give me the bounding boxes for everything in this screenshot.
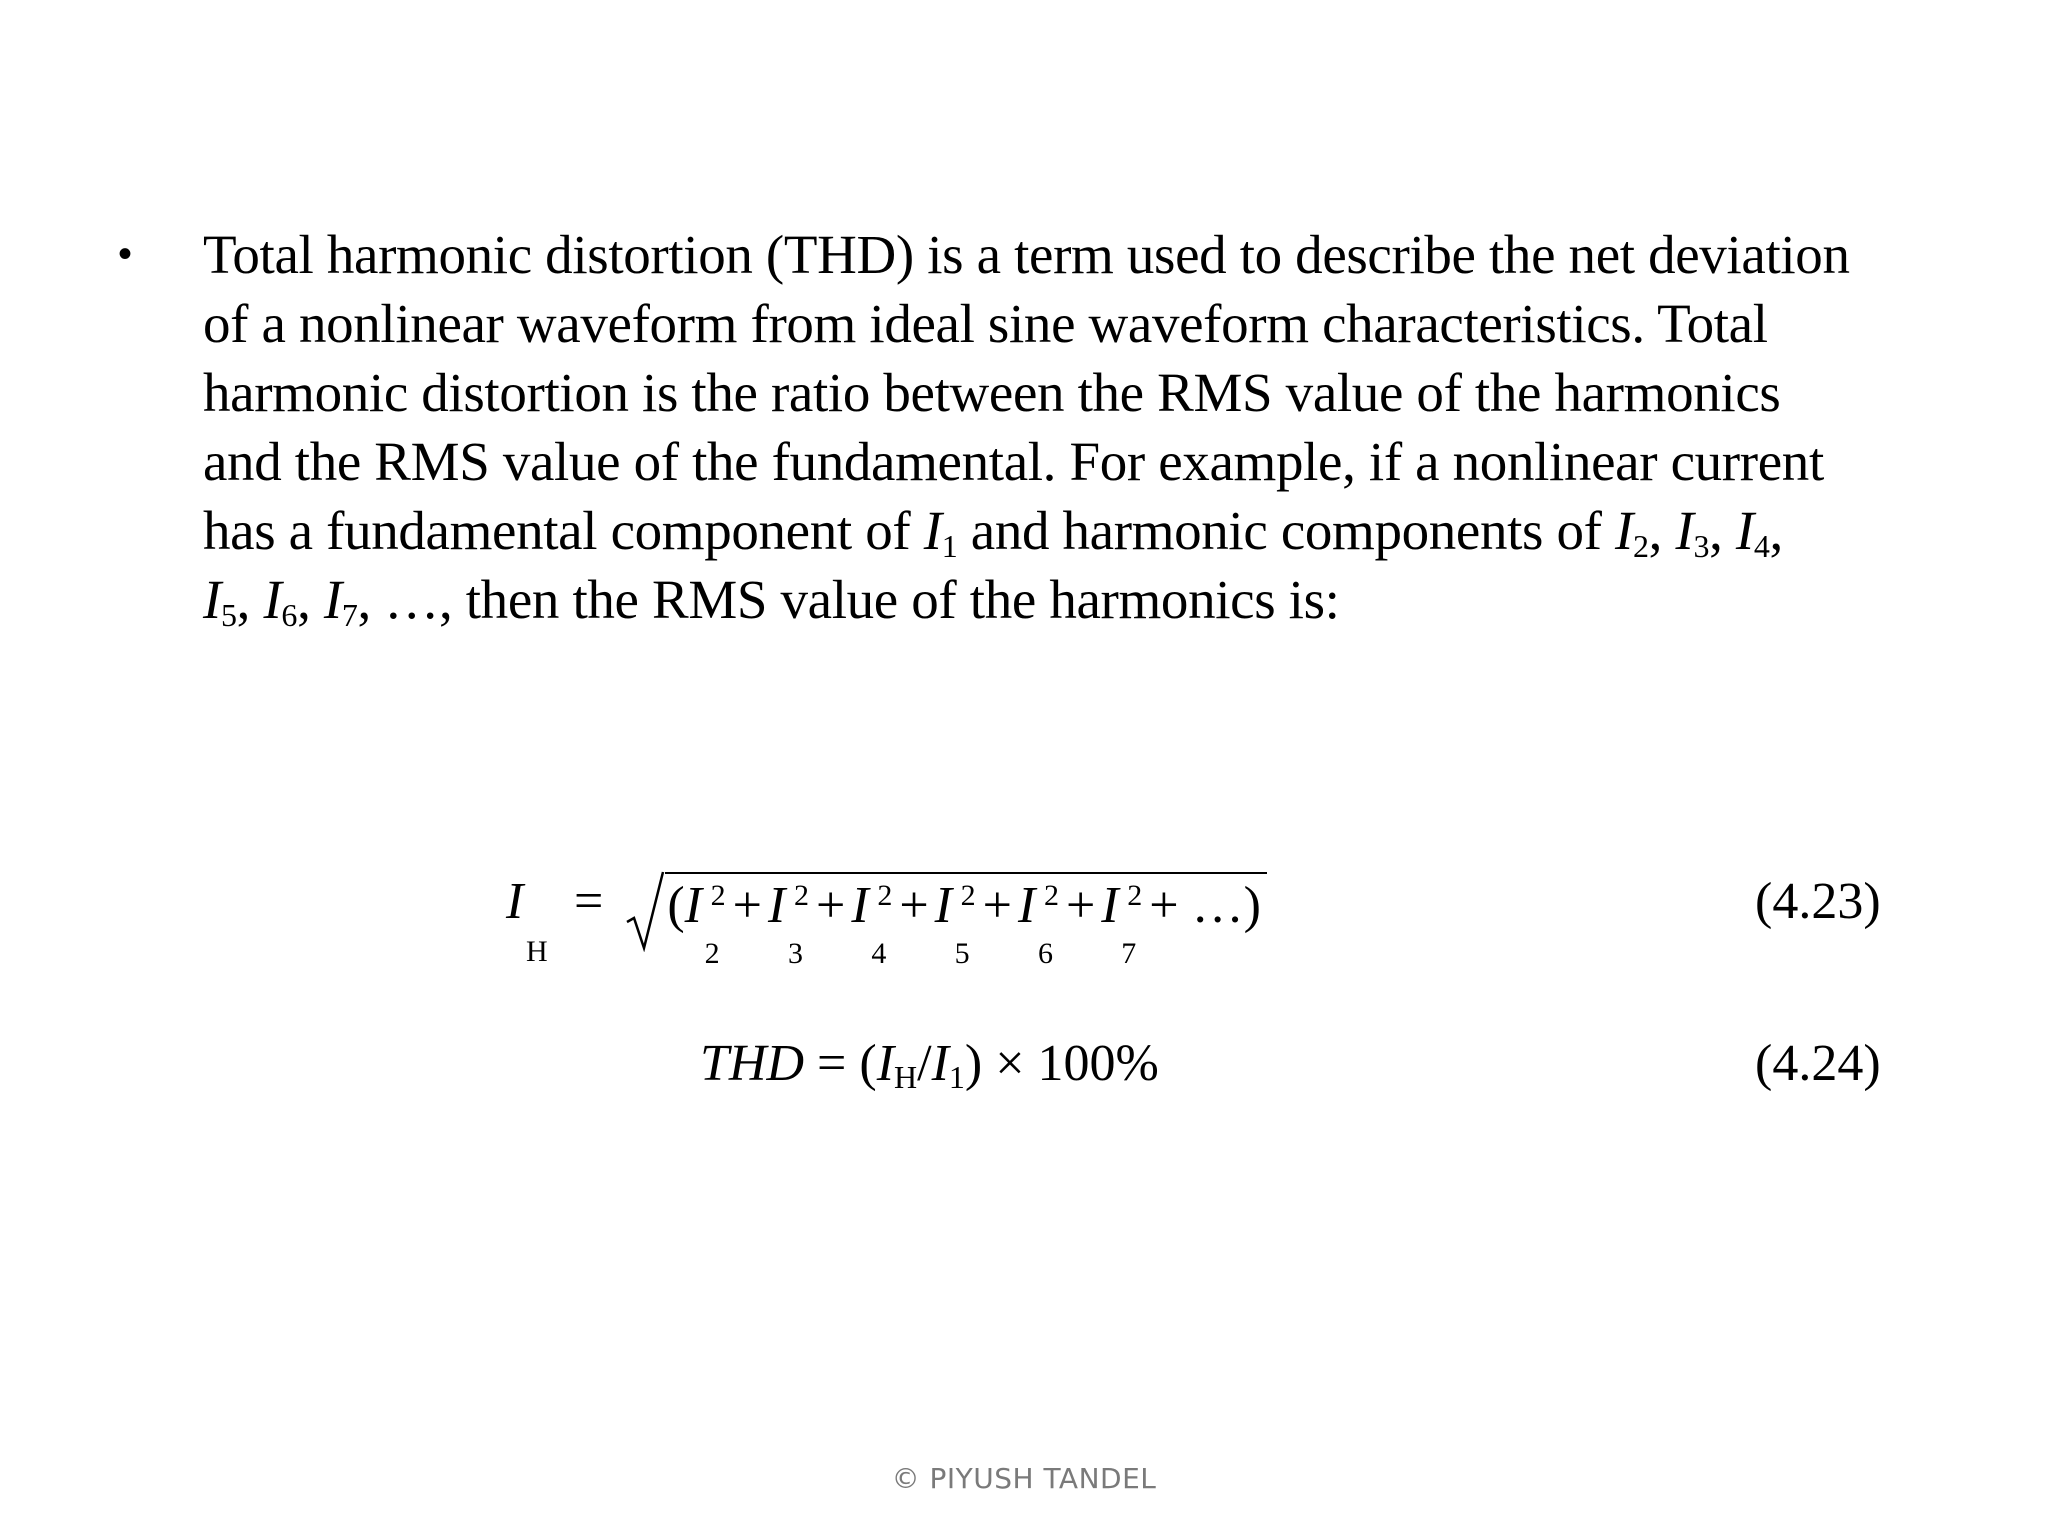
thd-var-ih: I bbox=[876, 1035, 895, 1092]
thd-var-i1: I bbox=[931, 1035, 949, 1092]
term-var: I bbox=[767, 877, 786, 934]
term-sub: 2 bbox=[704, 937, 720, 970]
sub-1: 1 bbox=[941, 528, 958, 564]
equation-rms-harmonics bbox=[506, 872, 1267, 972]
thd-symbol: THD bbox=[700, 1035, 805, 1092]
thd-sub-h: H bbox=[894, 1059, 918, 1095]
term-exp: 2 bbox=[710, 879, 726, 912]
term-exp: 2 bbox=[1127, 879, 1143, 912]
radicand bbox=[665, 872, 1267, 970]
radical-icon bbox=[625, 868, 665, 952]
bullet-text bbox=[203, 220, 1948, 634]
term-exp: 2 bbox=[793, 879, 809, 912]
paragraph-line-3: harmonic distortion is the ratio between the RMS value of the harmonics bbox=[203, 362, 1781, 423]
term-var: I bbox=[934, 877, 952, 934]
plus-sign: + bbox=[899, 877, 929, 934]
footer-copyright: © PIYUSH TANDEL bbox=[891, 1462, 1157, 1495]
paragraph-line-4: and the RMS value of the fundamental. For example, if a nonlinear current bbox=[203, 431, 1824, 492]
square-root bbox=[633, 872, 1267, 970]
trailing-terms: + …) bbox=[1149, 877, 1261, 934]
lhs-sub: H bbox=[526, 935, 548, 968]
thd-equals: = ( bbox=[804, 1035, 877, 1092]
var-i4: I bbox=[1735, 500, 1754, 561]
line5-text-b: and harmonic components of bbox=[957, 500, 1616, 561]
thd-sub-1: 1 bbox=[948, 1059, 965, 1095]
sub-2: 2 bbox=[1633, 528, 1649, 564]
var-i2: I bbox=[1615, 500, 1633, 561]
term-var: I bbox=[1017, 877, 1036, 934]
equation-number-4-23: (4.23) bbox=[1755, 873, 1881, 930]
sep-a: , bbox=[1648, 500, 1676, 561]
term-sub: 7 bbox=[1121, 937, 1137, 970]
term-i3 bbox=[767, 876, 810, 970]
sep-c: , bbox=[236, 569, 264, 630]
term-sub: 5 bbox=[954, 937, 970, 970]
term-exp: 2 bbox=[1043, 879, 1059, 912]
term-i4 bbox=[851, 876, 893, 970]
bullet-paragraph bbox=[118, 220, 1948, 634]
term-i5 bbox=[934, 876, 977, 970]
plus-sign: + bbox=[1065, 877, 1096, 934]
line5-end: , bbox=[1769, 500, 1783, 561]
term-i2 bbox=[684, 876, 727, 970]
term-var: I bbox=[851, 877, 869, 934]
thd-times-100: ) × 100% bbox=[964, 1035, 1159, 1092]
equation-thd bbox=[700, 1034, 1159, 1094]
var-i3: I bbox=[1675, 500, 1694, 561]
line5-text-a: has a fundamental component of bbox=[203, 500, 924, 561]
term-i6 bbox=[1017, 876, 1060, 970]
thd-slash: / bbox=[917, 1035, 932, 1092]
term-sub: 4 bbox=[871, 937, 887, 970]
lhs-ih bbox=[506, 872, 560, 968]
term-exp: 2 bbox=[877, 879, 893, 912]
sep-d: , bbox=[297, 569, 324, 630]
term-var: I bbox=[1101, 877, 1119, 934]
sub-6: 6 bbox=[281, 597, 298, 633]
paragraph-line-1: Total harmonic distortion (THD) is a term used to describe the net deviation bbox=[203, 224, 1850, 285]
sep-b: , bbox=[1709, 500, 1736, 561]
paragraph-line-6 bbox=[203, 565, 1948, 634]
plus-sign: + bbox=[732, 877, 762, 934]
sub-7: 7 bbox=[341, 597, 358, 633]
bullet-marker: • bbox=[118, 232, 133, 276]
paragraph-line-2: of a nonlinear waveform from ideal sine waveform characteristics. Total bbox=[203, 293, 1768, 354]
sub-3: 3 bbox=[1693, 528, 1710, 564]
term-sub: 6 bbox=[1037, 937, 1053, 970]
equation-number-4-24: (4.24) bbox=[1755, 1035, 1881, 1092]
paragraph-line-5 bbox=[203, 496, 1948, 565]
term-sub: 3 bbox=[787, 937, 803, 970]
var-i7: I bbox=[323, 569, 342, 630]
var-i1: I bbox=[923, 500, 942, 561]
open-paren: ( bbox=[667, 877, 685, 934]
line6-rest: , …, then the RMS value of the harmonics is: bbox=[357, 569, 1340, 630]
var-i5: I bbox=[203, 569, 221, 630]
sub-5: 5 bbox=[220, 597, 237, 633]
term-var: I bbox=[684, 877, 702, 934]
term-i7 bbox=[1101, 876, 1143, 970]
sub-4: 4 bbox=[1753, 528, 1770, 564]
equals-sign: = bbox=[574, 873, 604, 930]
term-exp: 2 bbox=[960, 879, 976, 912]
var-i6: I bbox=[263, 569, 282, 630]
lhs-var: I bbox=[506, 873, 524, 930]
plus-sign: + bbox=[815, 877, 846, 934]
plus-sign: + bbox=[982, 877, 1012, 934]
